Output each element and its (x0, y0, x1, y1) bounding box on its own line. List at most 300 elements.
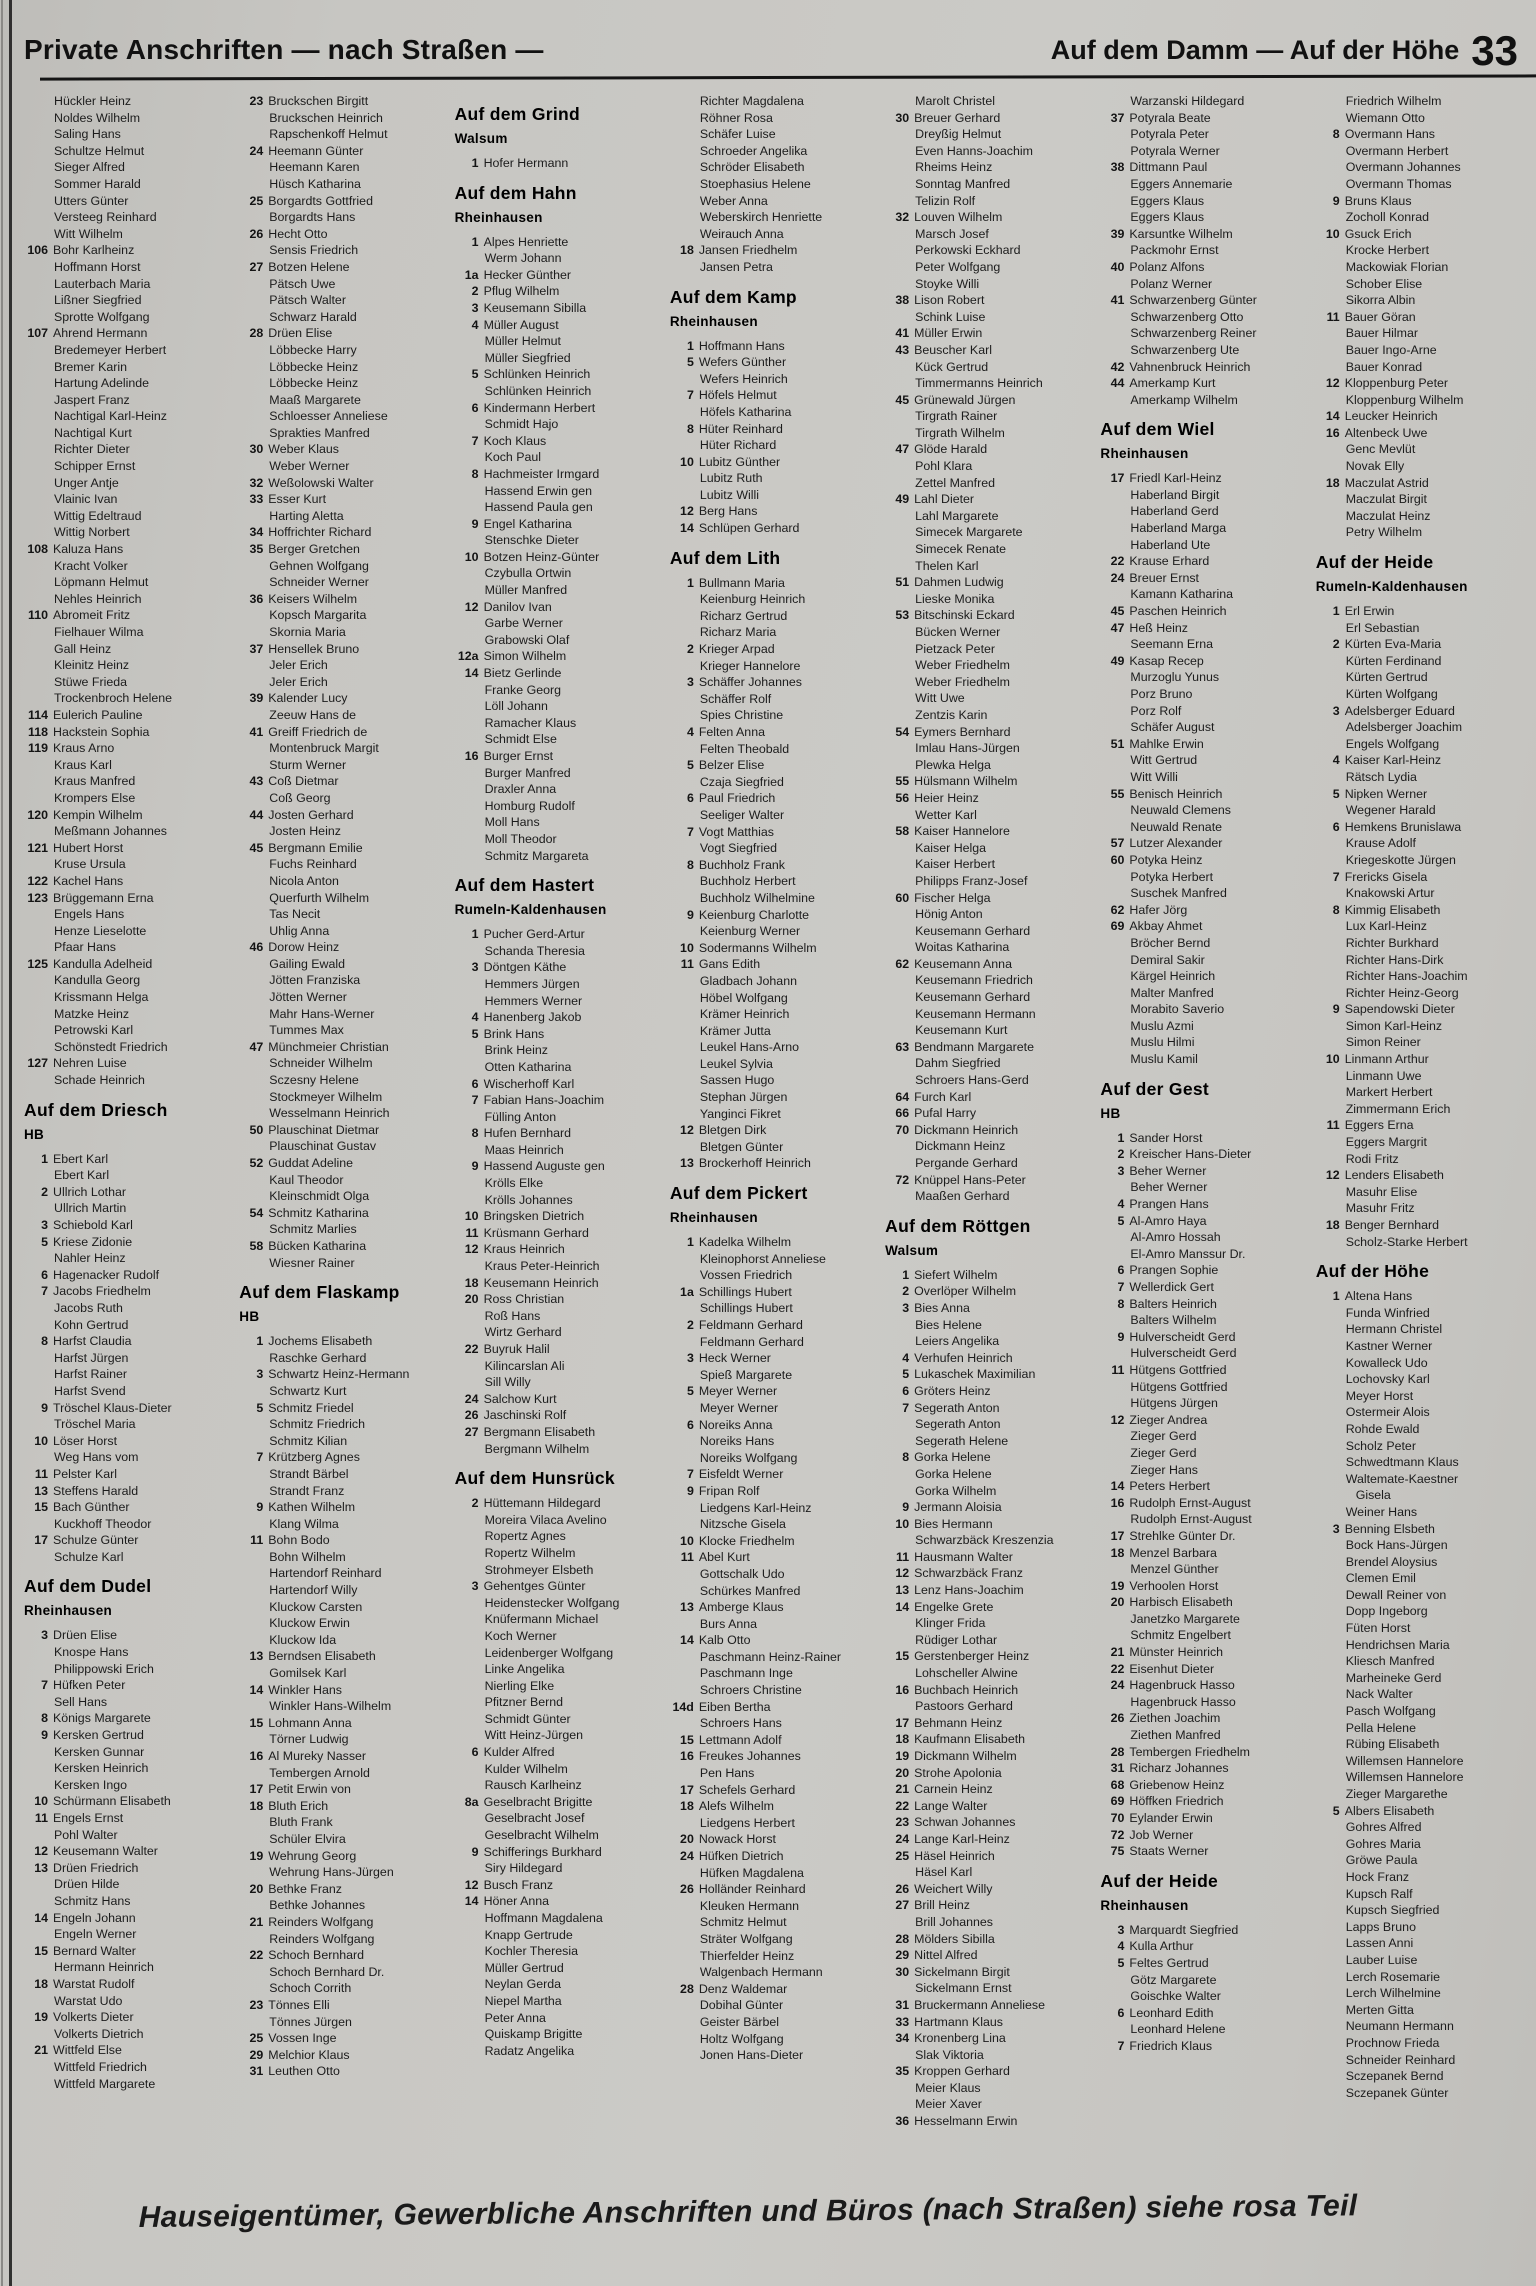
entry-row (1100, 1694, 1300, 1711)
resident-name: Menzel Günther (1130, 1562, 1219, 1577)
entry-row (239, 1416, 439, 1433)
entry-row (670, 503, 870, 520)
entry-row (1316, 2052, 1516, 2069)
entry-row (670, 1334, 870, 1351)
resident-name: Sodermanns Wilhelm (698, 940, 817, 955)
resident-name: Götz Margarete (1130, 1972, 1217, 1987)
resident-name: Pergande Gerhard (915, 1156, 1018, 1170)
entry-row (670, 973, 870, 990)
resident-name: Nehren Luise (53, 1056, 127, 1071)
resident-name: Harfst Claudia (53, 1334, 132, 1349)
house-number: 53 (895, 608, 910, 623)
resident-name: Schmitz Helmut (699, 1915, 787, 1930)
resident-name: Hafer Jörg (1129, 902, 1188, 917)
resident-name: Kürten Ferdinand (1345, 653, 1442, 668)
entry-row (670, 608, 870, 625)
resident-name: Beher Werner (1130, 1180, 1208, 1195)
entry-row (670, 1898, 870, 1915)
resident-name: Schwartz Heinz-Hermann (268, 1367, 410, 1382)
house-number: 6 (686, 791, 694, 806)
entry-row (1100, 1810, 1300, 1827)
entry-row (1100, 918, 1300, 935)
house-number: 32 (249, 475, 264, 490)
resident-name: Draxler Anna (484, 782, 557, 797)
resident-name: Dickmann Heinrich (914, 1122, 1019, 1137)
entry-row (24, 1793, 224, 1810)
resident-name: Imlau Hans-Jürgen (915, 741, 1020, 756)
entry-row (885, 1433, 1085, 1450)
house-number: 5 (41, 1234, 48, 1249)
resident-name: Schmitz Kilian (269, 1433, 348, 1448)
resident-name: Gorka Helene (915, 1466, 992, 1481)
resident-name: Keusemann Friedrich (915, 973, 1033, 988)
resident-name: Sczepanek Bernd (1345, 2069, 1444, 2084)
entry-row (239, 1516, 439, 1533)
house-number: 121 (27, 840, 48, 855)
resident-name: Brink Hans (483, 1026, 545, 1041)
resident-name: Warstat Udo (54, 1993, 123, 2008)
entry-row (1316, 769, 1516, 786)
entry-row (239, 674, 439, 691)
house-number: 12a (457, 649, 479, 664)
entry-row (239, 2047, 439, 2064)
resident-name: Weßolowski Walter (268, 475, 374, 490)
entry-row (885, 1748, 1085, 1765)
house-number: 44 (249, 807, 264, 822)
resident-name: Marheineke Gerd (1345, 1670, 1442, 1685)
resident-name: Timmermanns Heinrich (915, 376, 1043, 391)
entry-row (1316, 1487, 1516, 1504)
resident-name: Friedrich Klaus (1129, 2038, 1213, 2053)
resident-name: Altenbeck Uwe (1344, 425, 1428, 440)
resident-name: Lettmann Adolf (698, 1732, 782, 1747)
entry-row (455, 1877, 655, 1894)
entry-row (1316, 425, 1516, 442)
house-number: 9 (471, 1159, 479, 1174)
resident-name: Dickmann Wilhelm (914, 1749, 1017, 1763)
resident-name: Lukaschek Maximilian (914, 1367, 1036, 1382)
entry-row (670, 1383, 870, 1400)
house-number: 35 (249, 542, 264, 557)
resident-name: Utters Günter (54, 193, 129, 208)
house-number: 43 (895, 342, 910, 357)
house-number: 18 (464, 1275, 479, 1290)
entry-row (239, 193, 439, 210)
resident-name: Vogt Siegfried (699, 841, 777, 856)
house-number: 5 (1117, 1955, 1125, 1970)
resident-name: Richter Burkhard (1345, 935, 1439, 950)
house-number: 23 (895, 1815, 910, 1830)
house-number: 14 (680, 1633, 694, 1648)
house-number: 11 (465, 1225, 479, 1240)
entry-row (455, 848, 655, 865)
resident-name: Eggers Erna (1344, 1118, 1414, 1133)
house-number: 21 (895, 1782, 910, 1797)
entry-row (239, 1366, 439, 1383)
house-number: 14 (464, 666, 479, 681)
resident-name: Schiebold Karl (53, 1218, 133, 1232)
resident-name: Müller August (483, 317, 559, 332)
entry-row (239, 93, 439, 110)
entry-row (455, 1258, 655, 1275)
house-number: 47 (1110, 620, 1125, 635)
resident-name: Klocke Friedhelm (698, 1533, 795, 1548)
resident-name: Höfels Helmut (698, 388, 777, 403)
house-number: 7 (686, 388, 694, 403)
resident-name: Krüsmann Gerhard (483, 1225, 589, 1240)
entry-row (239, 1188, 439, 1205)
resident-name: Altena Hans (1344, 1289, 1413, 1304)
resident-name: Werm Johann (484, 251, 562, 266)
resident-name: Hassend Auguste gen (483, 1159, 605, 1174)
resident-name: Hermann Heinrich (54, 1960, 154, 1975)
entry-row (239, 939, 439, 956)
resident-name: Holländer Reinhard (698, 1882, 806, 1897)
entry-row (670, 1155, 870, 1172)
house-number: 3 (1332, 1521, 1340, 1536)
entry-row (1100, 1710, 1300, 1727)
resident-name: Eggers Klaus (1130, 210, 1205, 225)
house-number: 12 (464, 599, 479, 614)
resident-name: Gorka Wilhelm (915, 1483, 997, 1498)
entry-row (239, 1848, 439, 1865)
resident-name: Hückler Heinz (54, 94, 132, 108)
entry-row (1100, 1428, 1300, 1445)
resident-name: Leuthen Otto (268, 2064, 340, 2079)
resident-name: Löbbecke Heinz (269, 359, 359, 374)
entry-row (24, 2042, 224, 2059)
entry-row (1100, 375, 1300, 392)
entry-row (239, 906, 439, 923)
entry-row (239, 1333, 439, 1350)
entry-row (455, 1076, 655, 1093)
house-number: 6 (686, 1417, 694, 1432)
entry-row (239, 491, 439, 508)
house-number: 13 (680, 1600, 694, 1615)
entry-row (670, 470, 870, 487)
entry-row (24, 1466, 224, 1483)
entry-row (885, 359, 1085, 376)
street-header: Auf dem Flaskamp (239, 1282, 400, 1303)
resident-name: Hesselmann Erwin (914, 2114, 1018, 2129)
house-number: 28 (680, 1981, 694, 1996)
entry-row (670, 1433, 870, 1450)
entry-row (239, 574, 439, 591)
resident-name: Eymers Bernhard (914, 724, 1011, 739)
house-number: 120 (27, 807, 48, 822)
resident-name: Scholz Peter (1345, 1438, 1416, 1453)
resident-name: Philipps Franz-Josef (915, 873, 1028, 888)
street-header: Auf dem Hastert (454, 875, 595, 896)
resident-name: Ebert Karl (53, 1151, 109, 1166)
entry-row (1316, 1167, 1516, 1184)
resident-name: Abel Kurt (698, 1550, 750, 1565)
entry-row (1316, 375, 1516, 392)
resident-name: Sczesny Helene (269, 1073, 359, 1088)
entry-row (455, 1175, 655, 1192)
resident-name: Lux Karl-Heinz (1345, 919, 1427, 934)
house-number: 18 (1325, 475, 1340, 490)
resident-name: Gomilsek Karl (269, 1666, 347, 1681)
house-number: 15 (895, 1649, 910, 1664)
entry-row (239, 524, 439, 541)
resident-name: Markert Herbert (1345, 1085, 1433, 1100)
entry-row (885, 856, 1085, 873)
street-header: Auf der Höhe (1315, 1261, 1430, 1282)
entry-row (455, 1960, 655, 1977)
resident-name: Tröschel Maria (54, 1417, 136, 1432)
entry-row (885, 1665, 1085, 1682)
entry-row (670, 338, 870, 355)
resident-name: Beher Werner (1129, 1163, 1207, 1178)
entry-row (885, 1055, 1085, 1072)
entry-row (455, 1291, 655, 1308)
house-number: 9 (41, 1728, 48, 1743)
entry-row (455, 748, 655, 765)
entry-row (24, 1661, 224, 1678)
resident-name: Holtz Wolfgang (699, 2031, 784, 2046)
house-number: 26 (680, 1882, 694, 1897)
entry-row (1316, 176, 1516, 193)
entry-row (885, 1532, 1085, 1549)
resident-name: Zimmermann Erich (1345, 1101, 1451, 1116)
entry-row (885, 1022, 1085, 1039)
house-number: 22 (1110, 1661, 1125, 1676)
house-number: 9 (1332, 193, 1340, 208)
resident-name: Keusemann Gerhard (915, 990, 1031, 1005)
house-number: 4 (1332, 753, 1340, 768)
entry-row (239, 2063, 439, 2080)
resident-name: Heck Werner (698, 1351, 771, 1366)
resident-name: Schwarz Harald (269, 309, 357, 324)
entry-row (1100, 1744, 1300, 1761)
entry-row (239, 1731, 439, 1748)
entry-row (1100, 325, 1300, 342)
house-number: 110 (28, 608, 48, 623)
resident-name: Siefert Wilhelm (914, 1267, 998, 1282)
entry-row (24, 342, 224, 359)
entry-row (1100, 669, 1300, 686)
resident-name: Burger Ernst (483, 749, 554, 763)
entry-row (239, 143, 439, 160)
entry-row (670, 1931, 870, 1948)
house-number: 7 (256, 1450, 264, 1465)
resident-name: Gladbach Johann (699, 973, 797, 988)
resident-name: Hackstein Sophia (53, 724, 150, 739)
entry-row (1100, 1312, 1300, 1329)
entry-row (1316, 1001, 1516, 1018)
entry-row (239, 923, 439, 940)
entry-row (239, 176, 439, 193)
resident-name: Hüfken Magdalena (699, 1865, 804, 1880)
resident-name: Paschmann Inge (699, 1666, 793, 1681)
entry-row (1316, 819, 1516, 836)
entry-row (24, 541, 224, 558)
entry-row (1316, 802, 1516, 819)
street-header: Auf dem Hahn (454, 182, 577, 203)
resident-name: Wirtz Gerhard (484, 1325, 562, 1340)
entry-row (885, 1267, 1085, 1284)
resident-name: Kaiser Helga (915, 840, 987, 855)
house-number: 17 (1110, 1528, 1125, 1543)
resident-name: Hassend Erwin gen (484, 483, 593, 498)
resident-name: Gehnen Wolfgang (269, 558, 369, 573)
entry-row (24, 524, 224, 541)
resident-name: Gerstenberger Heinz (914, 1649, 1030, 1664)
house-number: 11 (680, 1550, 694, 1565)
resident-name: Burger Manfred (484, 765, 571, 780)
directory-column (239, 93, 439, 2151)
entry-row (1100, 1627, 1300, 1644)
house-number: 17 (1110, 471, 1125, 486)
resident-name: Törner Ludwig (269, 1732, 349, 1747)
resident-name: Telizin Rolf (915, 193, 976, 208)
resident-name: Hütgens Gottfried (1129, 1362, 1227, 1377)
resident-name: Moll Hans (484, 815, 540, 830)
resident-name: Merten Gitta (1345, 2002, 1414, 2017)
resident-name: Meier Klaus (915, 2080, 981, 2095)
house-number: 31 (1110, 1761, 1125, 1776)
entry-row (455, 1009, 655, 1026)
resident-name: Friedrich Wilhelm (1345, 94, 1442, 108)
entry-row (670, 591, 870, 608)
entry-row (1316, 1018, 1516, 1035)
entry-row (885, 226, 1085, 243)
entry-row (885, 408, 1085, 425)
entry-row (1316, 1653, 1516, 1670)
house-number: 18 (1325, 1218, 1340, 1232)
entry-row (455, 1645, 655, 1662)
entry-row (1316, 1769, 1516, 1786)
entry-row (1100, 1001, 1300, 1018)
house-number: 25 (895, 1848, 910, 1863)
directory-column (885, 93, 1085, 2151)
entry-row (1100, 1677, 1300, 1694)
resident-name: Sikorra Albin (1345, 293, 1416, 308)
resident-name: Kindermann Herbert (483, 400, 596, 415)
resident-name: Müller Helmut (484, 334, 561, 349)
house-number: 14d (672, 1699, 694, 1714)
resident-name: Leucker Heinrich (1344, 409, 1438, 424)
resident-name: Kleinschmidt Olga (269, 1189, 370, 1204)
resident-name: Guddat Adeline (268, 1156, 354, 1170)
entry-row (885, 1283, 1085, 1300)
resident-name: Tembergen Friedhelm (1129, 1744, 1250, 1759)
resident-name: Schwarzbäck Franz (914, 1566, 1023, 1581)
resident-name: Hartmann Klaus (914, 2014, 1003, 2029)
resident-name: Schlünken Heinrich (484, 383, 592, 398)
entry-row (885, 1449, 1085, 1466)
district-subheader: Rumeln-Kaldenhausen (454, 902, 607, 918)
resident-name: Tirgrath Wilhelm (915, 425, 1005, 440)
resident-name: Witt Wilhelm (54, 226, 123, 241)
entry-row (670, 1039, 870, 1056)
house-number: 1 (1117, 1130, 1125, 1145)
resident-name: Neumann Hermann (1345, 2019, 1454, 2034)
house-number: 22 (1110, 554, 1125, 569)
resident-name: Kliesch Manfred (1345, 1654, 1435, 1669)
resident-name: Kluckow Carsten (269, 1599, 363, 1614)
resident-name: Strandt Franz (269, 1483, 345, 1498)
house-number: 5 (1332, 786, 1340, 801)
resident-name: Lauber Luise (1345, 1952, 1418, 1967)
entry-row (455, 1042, 655, 1059)
resident-name: Geselbracht Josef (484, 1811, 585, 1826)
house-number: 5 (1117, 1213, 1125, 1228)
entry-row (24, 1976, 224, 1993)
house-number: 24 (1110, 570, 1125, 585)
entry-row (1100, 126, 1300, 143)
resident-name: Müller Manfred (484, 583, 568, 598)
entry-row (1100, 226, 1300, 243)
street-range-label: Auf dem Damm — Auf der Höhe (1050, 35, 1460, 65)
entry-row (670, 1964, 870, 1981)
entry-row (670, 371, 870, 388)
resident-name: Kaul Theodor (269, 1172, 344, 1187)
entry-row (239, 972, 439, 989)
entry-row (1316, 342, 1516, 359)
resident-name: Willemsen Hannelore (1345, 1753, 1464, 1768)
house-number: 119 (28, 741, 48, 756)
resident-name: Buchholz Frank (698, 857, 785, 872)
entry-row (1100, 292, 1300, 309)
entry-row (455, 765, 655, 782)
resident-name: Plewka Helga (915, 757, 991, 772)
entry-row (885, 1350, 1085, 1367)
resident-name: Peter Wolfgang (915, 259, 1001, 274)
entry-row (885, 873, 1085, 890)
resident-name: Leidenberger Wolfgang (484, 1645, 614, 1660)
house-number: 5 (256, 1400, 264, 1415)
entry-row (1100, 309, 1300, 326)
entry-row (455, 549, 655, 566)
entry-row (24, 1876, 224, 1893)
entry-row (24, 823, 224, 840)
house-number: 3 (471, 300, 479, 315)
entry-row (239, 1499, 439, 1516)
resident-name: Otten Katharina (484, 1059, 572, 1074)
resident-name: Karsuntke Wilhelm (1129, 226, 1233, 241)
resident-name: Dittmann Paul (1129, 160, 1208, 175)
entry-row (670, 110, 870, 127)
entry-row (455, 632, 655, 649)
resident-name: Schneider Werner (269, 575, 369, 590)
resident-name: Lange Walter (914, 1798, 988, 1813)
resident-name: Hoffmann Magdalena (484, 1911, 603, 1925)
house-number: 3 (686, 675, 694, 690)
entry-row (670, 1300, 870, 1317)
house-number: 12 (895, 1566, 910, 1581)
house-number: 26 (1110, 1711, 1125, 1726)
resident-name: Gröters Heinz (914, 1383, 991, 1398)
entry-row (885, 342, 1085, 359)
entry-row (239, 342, 439, 359)
entry-row (1316, 1438, 1516, 1455)
entry-row (239, 1449, 439, 1466)
entry-row (1100, 835, 1300, 852)
entry-row (1316, 1637, 1516, 1654)
resident-name: Louven Wilhelm (914, 210, 1003, 225)
resident-name: Sickelmann Birgit (914, 1964, 1010, 1979)
entry-row (1316, 2068, 1516, 2085)
resident-name: Jermann Aloisia (914, 1500, 1002, 1515)
house-number: 28 (249, 326, 264, 341)
entry-row (239, 458, 439, 475)
resident-name: Botzen Heinz-Günter (483, 549, 600, 564)
entry-row (239, 790, 439, 807)
entry-row (239, 1814, 439, 1831)
entry-row (1316, 1703, 1516, 1720)
